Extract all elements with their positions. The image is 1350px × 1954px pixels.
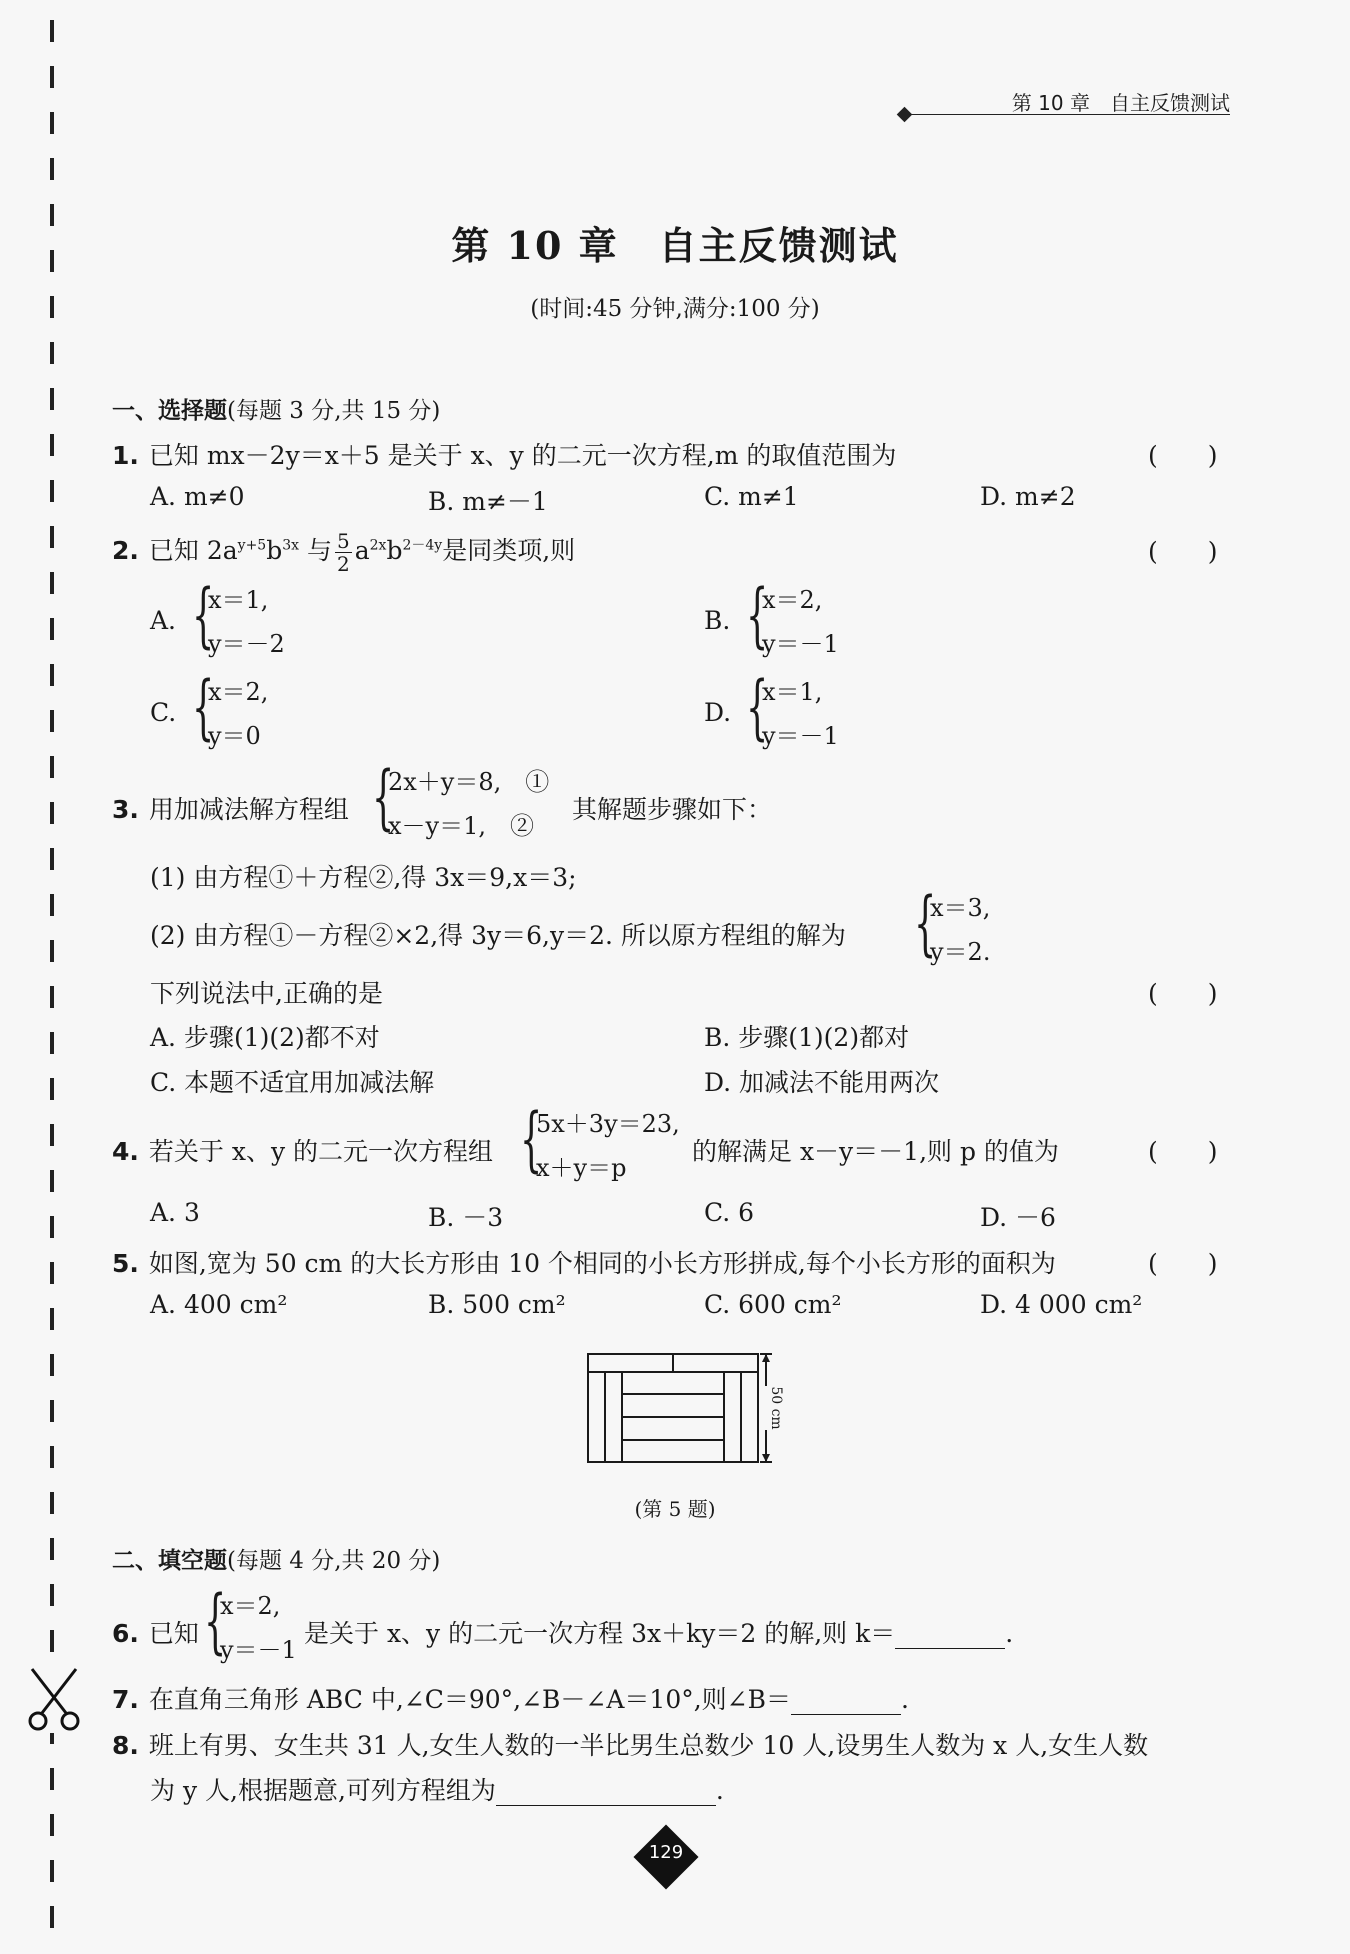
q5-option-c: C. 600 cm²: [704, 1290, 842, 1319]
q3-step-1: (1) 由方程①＋方程②,得 3x＝9,x＝3;: [150, 863, 577, 892]
question-7: 7. 在直角三角形 ABC 中,∠C＝90°,∠B－∠A＝10°,则∠B＝ .: [112, 1685, 909, 1714]
question-2: 2. 已知 $2a^{y+5}b^{3x}$ 与 $\frac{5}{2}$ $a^{2x}b^{2-4y}$是同类项,则: [112, 529, 576, 576]
question-1: 1. 已知 mx－2y＝x＋5 是关于 x、y 的二元一次方程,m 的取值范围为: [112, 441, 897, 470]
fraction-5-2: $\frac{5}{2}$: [337, 529, 350, 576]
q1-option-c: C. m≠1: [704, 482, 799, 511]
question-8: 8. 班上有男、女生共 31 人,女生人数的一半比男生总数少 10 人,设男生人数为 x 人,女生人数: [112, 1731, 1149, 1760]
q5-option-d: D. 4 000 cm²: [980, 1290, 1143, 1319]
q4-option-d: D. －6: [980, 1203, 1056, 1232]
answer-paren-4: ( ): [1148, 1137, 1218, 1166]
question-4-end: 的解满足 x－y＝－1,则 p 的值为: [692, 1137, 1059, 1166]
q2-option-b-label: B.: [704, 606, 731, 635]
dimension-label: 50 cm: [768, 1386, 784, 1430]
q2-option-b-system: x＝2, y＝－1: [762, 586, 839, 658]
q5-option-b: B. 500 cm²: [428, 1290, 566, 1319]
q3-ask: 下列说法中,正确的是: [150, 979, 383, 1008]
q5-rectangle-figure: [580, 1350, 800, 1470]
q3-option-c: C. 本题不适宜用加减法解: [150, 1068, 435, 1097]
q5-option-a: A. 400 cm²: [150, 1290, 288, 1319]
brace-q2d: {: [746, 666, 769, 748]
q3-option-d: D. 加减法不能用两次: [704, 1068, 940, 1097]
brace-q6: {: [204, 1580, 227, 1662]
question-6-start: 6. 已知: [112, 1619, 199, 1648]
q1-option-a: A. m≠0: [150, 482, 245, 511]
q3-option-a: A. 步骤(1)(2)都不对: [150, 1023, 380, 1052]
page-number: 129: [648, 1842, 684, 1863]
q2-option-a-label: A.: [150, 606, 177, 635]
q2-option-a-system: x＝1, y＝－2: [208, 586, 285, 658]
q4-option-a: A. 3: [150, 1198, 200, 1227]
question-6-end: 是关于 x、y 的二元一次方程 3x＋ky＝2 的解,则 k＝ .: [304, 1619, 1014, 1648]
brace-q2b: {: [746, 574, 769, 656]
answer-paren-2: ( ): [1148, 537, 1218, 566]
q2-option-c-label: C.: [150, 698, 177, 727]
page-subtitle: (时间:45 分钟,满分:100 分): [530, 296, 820, 322]
brace-q2c: {: [192, 666, 215, 748]
q4-option-b: B. －3: [428, 1203, 504, 1232]
brace-q3-solution: {: [914, 882, 937, 964]
answer-paren-5: ( ): [1148, 1249, 1218, 1278]
brace-q2a: {: [192, 574, 215, 656]
q2-option-d-system: x＝1, y＝－1: [762, 678, 839, 750]
q2-option-c-system: x＝2, y＝0: [208, 678, 269, 750]
answer-paren-3: ( ): [1148, 979, 1218, 1008]
question-5: 5. 如图,宽为 50 cm 的大长方形由 10 个相同的小长方形拼成,每个小长方形的面积为: [112, 1249, 1056, 1278]
q1-option-d: D. m≠2: [980, 482, 1076, 511]
question-3-end: 其解题步骤如下：: [572, 795, 773, 824]
answer-blank-6[interactable]: [895, 1619, 1005, 1649]
question-4-start: 4. 若关于 x、y 的二元一次方程组: [112, 1137, 494, 1166]
answer-blank-7[interactable]: [791, 1685, 901, 1715]
q4-option-c: C. 6: [704, 1198, 755, 1227]
q6-system: x＝2, y＝－1: [220, 1592, 297, 1664]
q3-solution: x＝3, y＝2.: [930, 894, 991, 966]
q1-option-b: B. m≠－1: [428, 487, 548, 516]
running-head: 第 10 章 自主反馈测试: [1011, 91, 1230, 115]
question-8-line-2: 为 y 人,根据题意,可列方程组为 .: [150, 1776, 724, 1805]
section-heading-1: 一、选择题(每题 3 分,共 15 分): [112, 398, 441, 424]
question-3-start: 3. 用加减法解方程组: [112, 795, 349, 824]
q4-system: 5x＋3y＝23, x＋y＝p: [536, 1110, 680, 1182]
section-heading-2: 二、填空题(每题 4 分,共 20 分): [112, 1548, 441, 1574]
brace-q4: {: [520, 1098, 543, 1180]
scissors-icon: [24, 1665, 84, 1733]
figure-caption: (第 5 题): [634, 1497, 716, 1521]
q3-step-2: (2) 由方程①－方程②×2,得 3y＝6,y＝2. 所以原方程组的解为: [150, 921, 846, 950]
answer-paren-1: ( ): [1148, 441, 1218, 470]
q3-system: 2x＋y＝8, ① x－y＝1, ②: [388, 768, 550, 840]
answer-blank-8[interactable]: [496, 1776, 716, 1806]
q3-option-b: B. 步骤(1)(2)都对: [704, 1023, 910, 1052]
page-title: 第 10 章 自主反馈测试: [451, 223, 899, 268]
brace-q3: {: [372, 756, 395, 838]
q2-option-d-label: D.: [704, 698, 732, 727]
